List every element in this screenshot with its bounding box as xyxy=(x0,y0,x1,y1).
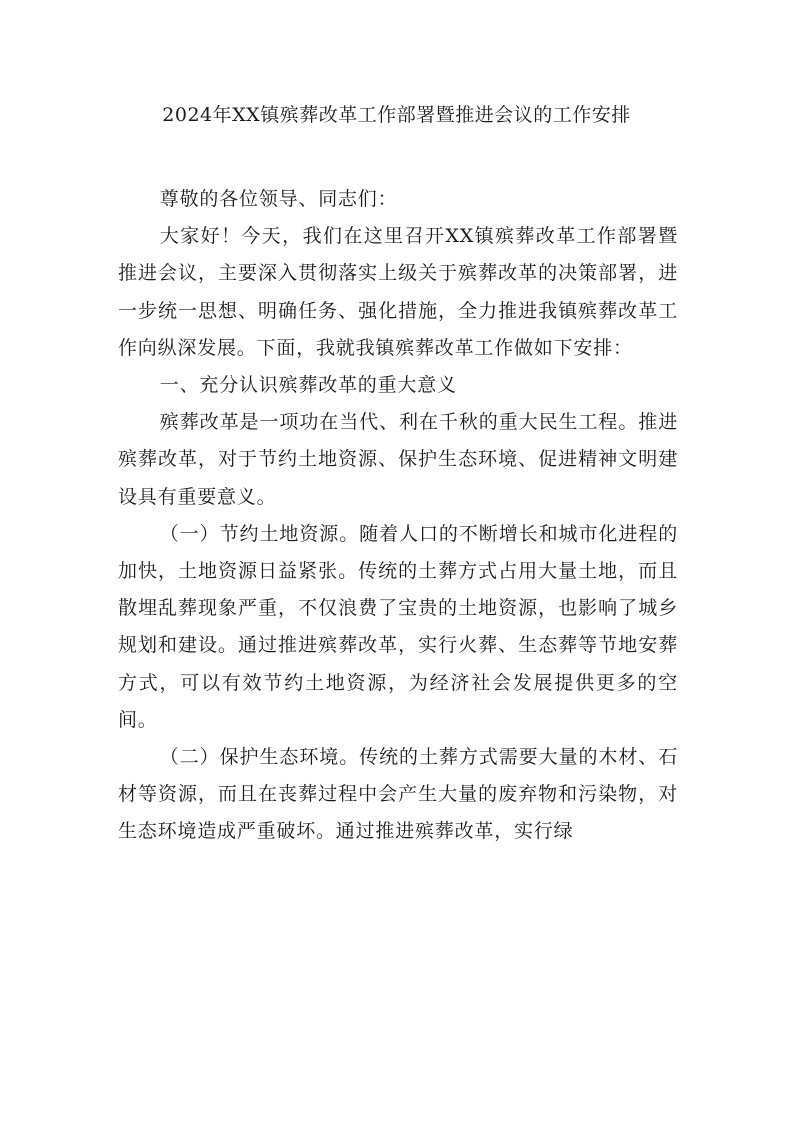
document-title: 2024年XX镇殡葬改革工作部署暨推进会议的工作安排 xyxy=(162,104,631,126)
paragraph-ecology: （二）保护生态环境。传统的土葬方式需要大量的木材、石材等资源，而且在丧葬过程中会产生大量的废弃物和污染物，对生态环境造成严重破坏。通过推进殡葬改革，实行绿 xyxy=(118,746,678,843)
paragraph-intro: 大家好！今天，我们在这里召开XX镇殡葬改革工作部署暨推进会议，主要深入贯彻落实上级关于殡葬改革的决策部署，进一步统一思想、明确任务、强化措施，全力推进我镇殡葬改革工作向纵深发展。下面，我就我镇殡葬改革工作做如下安排： xyxy=(118,225,678,359)
salutation: 尊敬的各位领导、同志们： xyxy=(159,188,398,210)
paragraph-significance: 殡葬改革是一项功在当代、利在千秋的重大民生工程。推进殡葬改革，对于节约土地资源、保护生态环境、促进精神文明建设具有重要意义。 xyxy=(118,411,678,508)
paragraph-land-resources: （一）节约土地资源。随着人口的不断增长和城市化进程的加快，土地资源日益紧张。传统的土葬方式占用大量土地，而且散埋乱葬现象严重，不仅浪费了宝贵的土地资源，也影响了城乡规划和建设。通过推进殡葬改革，实行火葬、生态葬等节地安葬方式，可以有效节约土地资源，为经济社会发展提供更多的空间。 xyxy=(118,522,678,731)
section-heading-1: 一、充分认识殡葬改革的重大意义 xyxy=(159,374,457,397)
document-body xyxy=(118,181,678,851)
